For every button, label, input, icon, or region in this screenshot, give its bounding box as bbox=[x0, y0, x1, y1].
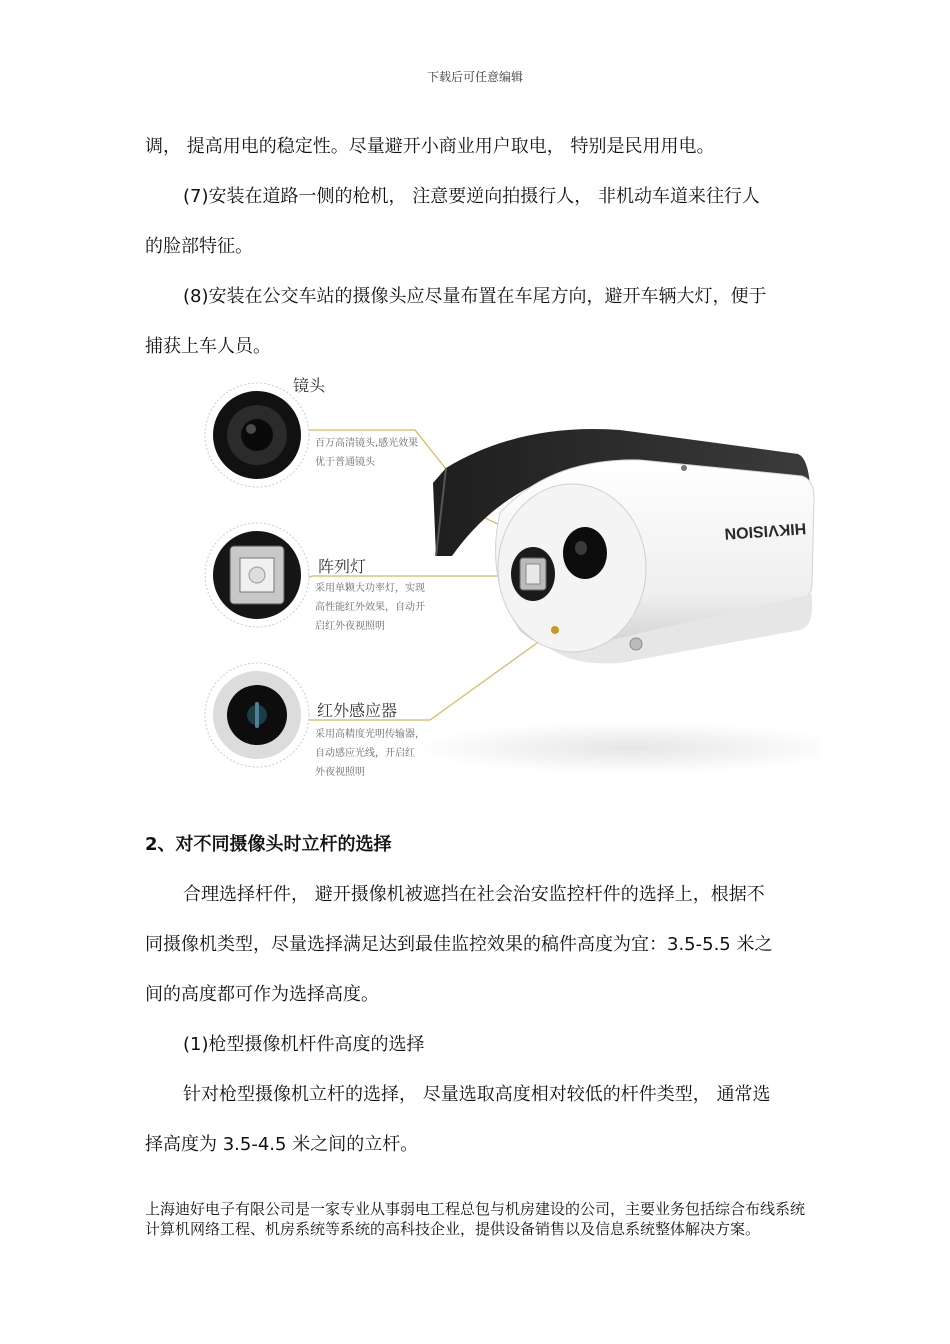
mount-screw bbox=[630, 638, 642, 650]
ir-sensor-description: 采用高精度光明传输器， 自动感应光线，开启红 外夜视照明 bbox=[315, 729, 425, 778]
paragraph-line: 择高度为 3.5-4.5 米之间的立杆。 bbox=[145, 1134, 419, 1155]
paragraph-line: (7)安装在道路一侧的枪机， 注意要逆向拍摄行人， 非机动车道来往行人 bbox=[183, 186, 760, 207]
array-light-description: 采用单颗大功率灯，实现 高性能红外效果，自动开 启红外夜视照明 bbox=[315, 583, 425, 632]
hood-screw bbox=[681, 465, 687, 471]
brand-text: HIKVISION bbox=[723, 519, 807, 542]
camera-ir-sensor bbox=[551, 626, 559, 634]
page-header-note: 下载后可任意编辑 bbox=[426, 70, 523, 84]
company-footer: 上海迪好电子有限公司是一家专业从事弱电工程总包与机房建设的公司，主要业务包括综合布线系统计算机网络工程、机房系统等系统的高科技企业，提供设备销售以及信息系统整体解决方案。 bbox=[145, 1200, 806, 1238]
paragraph-line: 针对枪型摄像机立杆的选择， 尽量选取高度相对较低的杆件类型， 通常选 bbox=[183, 1084, 771, 1105]
lens-title: 镜头 bbox=[293, 376, 326, 395]
paragraph-line: (8)安装在公交车站的摄像头应尽量布置在车尾方向，避开车辆大灯，便于 bbox=[183, 286, 767, 307]
paragraph-line: 同摄像机类型，尽量选择满足达到最佳监控效果的稿件高度为宜：3.5-5.5 米之 bbox=[145, 934, 773, 955]
paragraph-line: 的脸部特征。 bbox=[145, 236, 253, 257]
section-heading: 2、对不同摄像头时立杆的选择 bbox=[145, 834, 392, 855]
ir-sensor-title: 红外感应器 bbox=[317, 701, 398, 720]
ground-shadow bbox=[410, 722, 820, 774]
camera-feature-figure bbox=[200, 368, 820, 788]
paragraph-line: 捕获上车人员。 bbox=[145, 336, 271, 357]
paragraph-line: 间的高度都可作为选择高度。 bbox=[145, 984, 379, 1005]
lens-description: 百万高清镜头,感光效果 优于普通镜头 bbox=[315, 438, 419, 468]
subsection-title: (1)枪型摄像机杆件高度的选择 bbox=[183, 1034, 425, 1055]
camera-illustration bbox=[200, 368, 820, 788]
array-light-title: 阵列灯 bbox=[318, 557, 367, 576]
paragraph-line: 合理选择杆件， 避开摄像机被遮挡在社会治安监控杆件的选择上，根据不 bbox=[183, 884, 765, 905]
paragraph-line: 调， 提高用电的稳定性。尽量避开小商业用户取电， 特别是民用用电。 bbox=[145, 136, 715, 157]
